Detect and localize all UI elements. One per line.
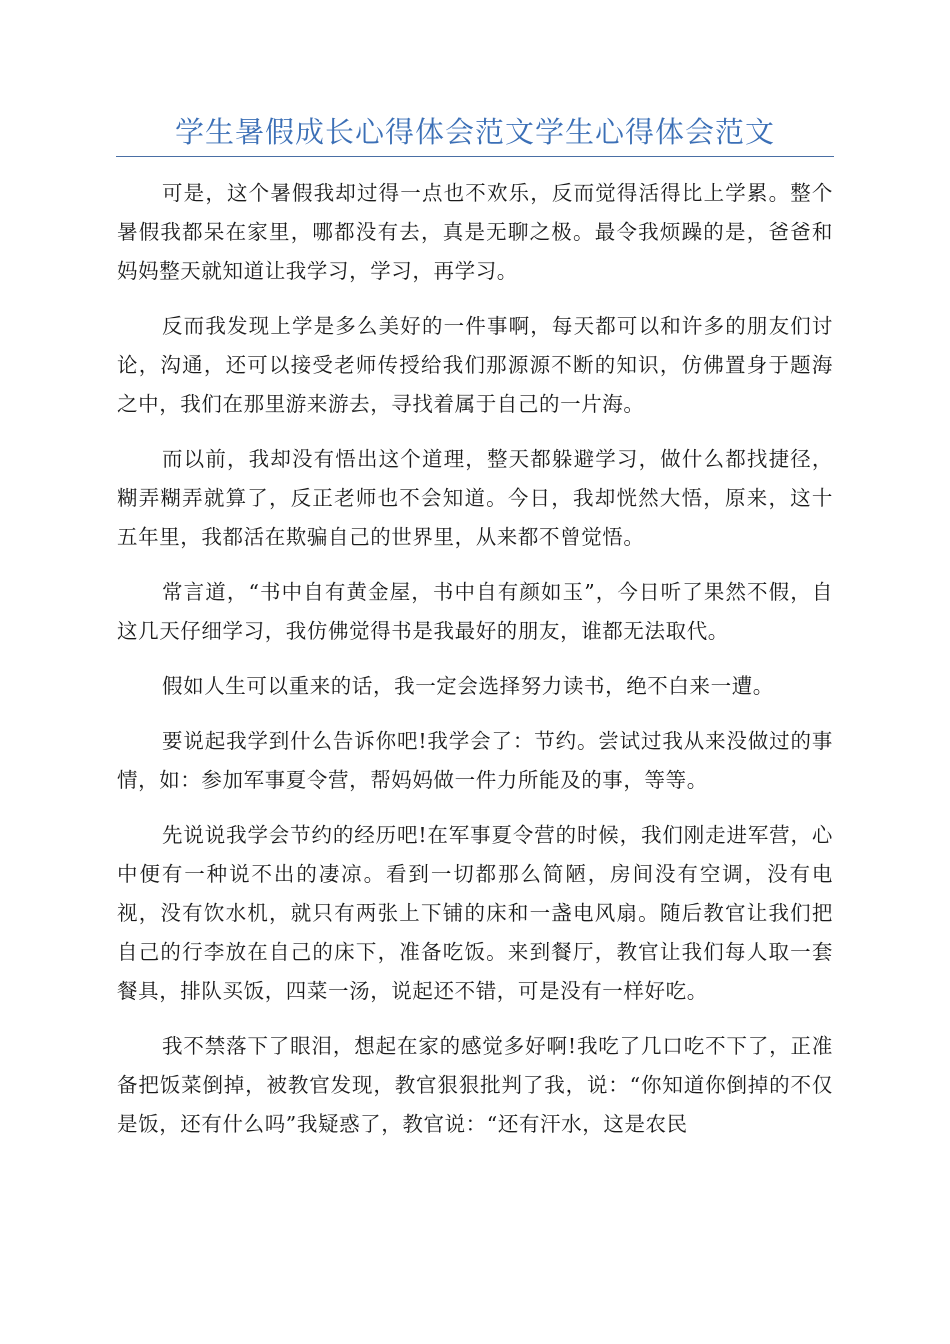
paragraph: 要说起我学到什么告诉你吧!我学会了：节约。尝试过我从来没做过的事情，如：参加军事夏令营，帮妈妈做一件力所能及的事，等等。 <box>117 729 833 792</box>
paragraph: 而以前，我却没有悟出这个道理，整天都躲避学习，做什么都找捷径，糊弄糊弄就算了，反正老师也不会知道。今日，我却恍然大悟，原来，这十五年里，我都活在欺骗自己的世界里，从来都不曾觉悟。 <box>117 447 833 549</box>
paragraph: 假如人生可以重来的话，我一定会选择努力读书，绝不白来一遭。 <box>162 674 774 698</box>
paragraph: 反而我发现上学是多么美好的一件事啊，每天都可以和许多的朋友们讨论，沟通，还可以接受老师传授给我们那源源不断的知识，仿佛置身于题海之中，我们在那里游来游去，寻找着属于自己的一片海。 <box>117 314 833 416</box>
title-block <box>116 112 834 157</box>
paragraph: 先说说我学会节约的经历吧!在军事夏令营的时候，我们刚走进军营，心中便有一种说不出的凄凉。看到一切都那么简陋，房间没有空调，没有电视，没有饮水机，就只有两张上下铺的床和一盏电风扇。随后教官让我们把自己的行李放在自己的床下，准备吃饭。来到餐厅，教官让我们每人取一套餐具，排队买饭，四菜一汤，说起还不错，可是没有一样好吃。 <box>117 823 833 1003</box>
paragraph: 我不禁落下了眼泪，想起在家的感觉多好啊!我吃了几口吃不下了，正准备把饭菜倒掉，被教官发现，教官狠狠批判了我，说：“你知道你倒掉的不仅是饭，还有什么吗”我疑惑了，教官说：“还有汗水，这是农民 <box>117 1034 833 1136</box>
document-title: 学生暑假成长心得体会范文学生心得体会范文 <box>174 115 775 149</box>
paragraph: 常言道，“书中自有黄金屋，书中自有颜如玉”，今日听了果然不假，自这几天仔细学习，我仿佛觉得书是我最好的朋友，谁都无法取代。 <box>117 580 833 643</box>
document-body <box>117 174 833 1160</box>
paragraph: 可是，这个暑假我却过得一点也不欢乐，反而觉得活得比上学累。整个暑假我都呆在家里，哪都没有去，真是无聊之极。最令我烦躁的是，爸爸和妈妈整天就知道让我学习，学习，再学习。 <box>117 181 833 283</box>
